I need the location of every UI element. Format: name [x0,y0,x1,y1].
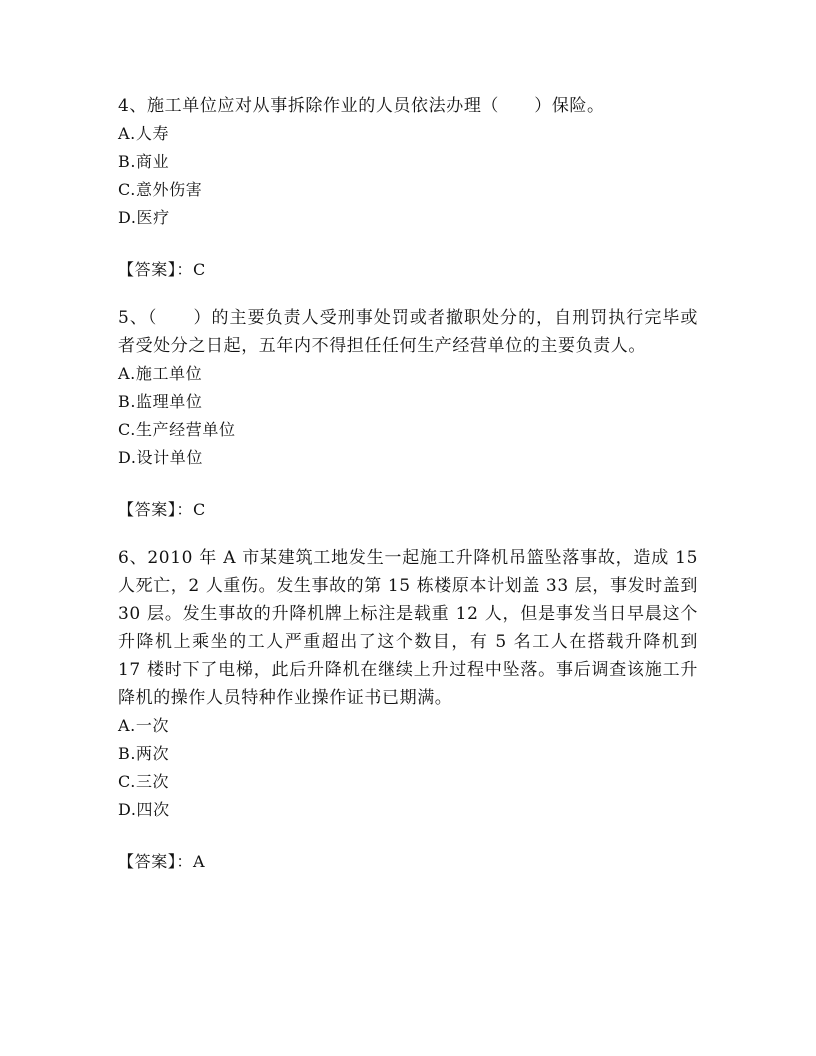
option-c: C.生产经营单位 [118,420,236,439]
option-d: D.医疗 [118,208,170,227]
answer-line: 【答案】：C [118,500,206,519]
option-c: C.三次 [118,772,170,791]
option-d: D.设计单位 [118,448,203,467]
question-5 [118,304,698,524]
option-list [118,120,698,232]
option-b: B.两次 [118,744,170,763]
option-list [118,360,698,472]
answer-line: 【答案】：A [118,852,206,871]
answer-line: 【答案】：C [118,260,206,279]
question-6 [118,544,698,876]
question-stem: 5、（ ）的主要负责人受刑事处罚或者撤职处分的，自刑罚执行完毕或者受处分之日起，五年内不得担任任何生产经营单位的主要负责人。 [118,308,698,356]
option-c: C.意外伤害 [118,180,203,199]
option-d: D.四次 [118,800,170,819]
document-page [118,92,698,876]
option-a: A.人寿 [118,124,170,143]
question-stem: 4、施工单位应对从事拆除作业的人员依法办理（ ）保险。 [118,96,605,116]
option-b: B.监理单位 [118,392,203,411]
question-4 [118,92,698,284]
option-a: A.施工单位 [118,364,203,383]
option-list [118,712,698,824]
question-stem: 6、2010 年 A 市某建筑工地发生一起施工升降机吊篮坠落事故，造成 15 人死亡，2 人重伤。发生事故的第 15 栋楼原本计划盖 33 层，事发时盖到 30 层。发生事故的升降机牌上标注是载重 12 人，但是事发当日早晨这个升降机上乘坐的工人严重超出了这个数目，有 5 名工人在搭载升降机到 17 楼时下了电梯，此后升降机在继续上升过程中坠落。事后调查该施工升降机的操作人员特种作业操作证书已期满。 [118,548,698,708]
option-a: A.一次 [118,716,170,735]
option-b: B.商业 [118,152,170,171]
